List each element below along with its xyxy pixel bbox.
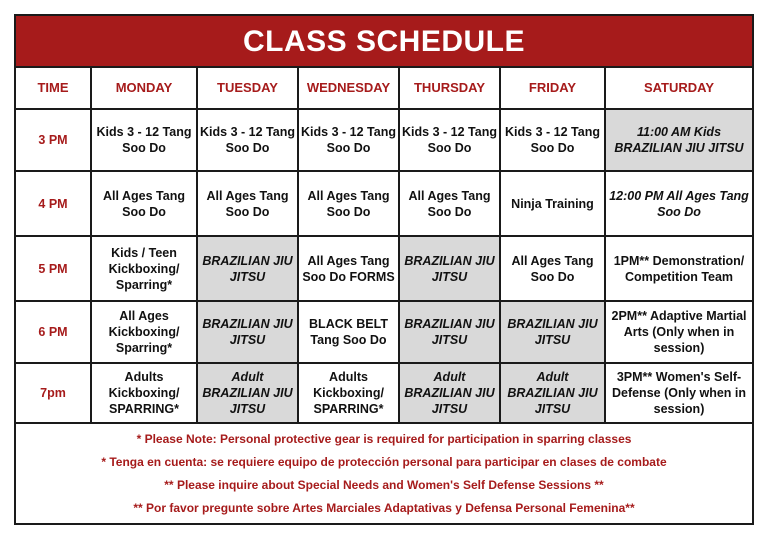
class-cell: 2PM** Adaptive Martial Arts (Only when in session) [605,301,752,363]
class-cell: 3PM** Women's Self-Defense (Only when in session) [605,363,752,423]
table-row [16,236,752,301]
time-cell: 3 PM [16,109,91,171]
table-row [16,171,752,236]
table-row [16,109,752,171]
class-cell: Kids 3 - 12 Tang Soo Do [298,109,399,171]
header-saturday: SATURDAY [605,68,752,109]
header-thursday: THURSDAY [399,68,500,109]
note-line: * Tenga en cuenta: se requiere equipo de protección personal para participar en clases de combate [101,455,667,469]
class-cell: BLACK BELT Tang Soo Do [298,301,399,363]
class-cell: Adults Kickboxing/ SPARRING* [91,363,197,423]
class-cell: Kids 3 - 12 Tang Soo Do [399,109,500,171]
header-monday: MONDAY [91,68,197,109]
class-cell: All Ages Tang Soo Do [91,171,197,236]
time-cell: 6 PM [16,301,91,363]
class-cell: All Ages Tang Soo Do [197,171,298,236]
time-cell: 7pm [16,363,91,423]
header-tuesday: TUESDAY [197,68,298,109]
page-title: CLASS SCHEDULE [16,16,752,68]
class-cell: BRAZILIAN JIU JITSU [197,301,298,363]
time-cell: 4 PM [16,171,91,236]
note-line: * Please Note: Personal protective gear is required for participation in sparring classes [136,432,632,446]
class-cell: Adult BRAZILIAN JIU JITSU [500,363,605,423]
class-cell: BRAZILIAN JIU JITSU [197,236,298,301]
header-row [16,68,752,109]
class-cell: 12:00 PM All Ages Tang Soo Do [605,171,752,236]
class-cell: All Ages Tang Soo Do FORMS [298,236,399,301]
note-line: ** Please inquire about Special Needs and Women's Self Defense Sessions ** [164,478,604,492]
table-row [16,301,752,363]
class-cell: 11:00 AM Kids BRAZILIAN JIU JITSU [605,109,752,171]
class-cell: All Ages Tang Soo Do [298,171,399,236]
class-cell: Adult BRAZILIAN JIU JITSU [197,363,298,423]
class-cell: All Ages Tang Soo Do [500,236,605,301]
header-time: TIME [16,68,91,109]
schedule-sheet [14,14,754,525]
class-cell: All Ages Tang Soo Do [399,171,500,236]
header-friday: FRIDAY [500,68,605,109]
class-cell: Adult BRAZILIAN JIU JITSU [399,363,500,423]
class-cell: All Ages Kickboxing/ Sparring* [91,301,197,363]
note-line: ** Por favor pregunte sobre Artes Marciales Adaptativas y Defensa Personal Femenina** [133,501,635,515]
header-wednesday: WEDNESDAY [298,68,399,109]
class-cell: 1PM** Demonstration/ Competition Team [605,236,752,301]
time-cell: 5 PM [16,236,91,301]
class-cell: Kids 3 - 12 Tang Soo Do [91,109,197,171]
class-cell: Kids 3 - 12 Tang Soo Do [197,109,298,171]
class-cell: Ninja Training [500,171,605,236]
class-cell: BRAZILIAN JIU JITSU [399,236,500,301]
class-cell: BRAZILIAN JIU JITSU [500,301,605,363]
class-cell: Adults Kickboxing/ SPARRING* [298,363,399,423]
class-cell: BRAZILIAN JIU JITSU [399,301,500,363]
schedule-table [16,68,752,424]
notes-section [16,424,752,520]
table-row [16,363,752,423]
class-cell: Kids 3 - 12 Tang Soo Do [500,109,605,171]
class-cell: Kids / Teen Kickboxing/ Sparring* [91,236,197,301]
